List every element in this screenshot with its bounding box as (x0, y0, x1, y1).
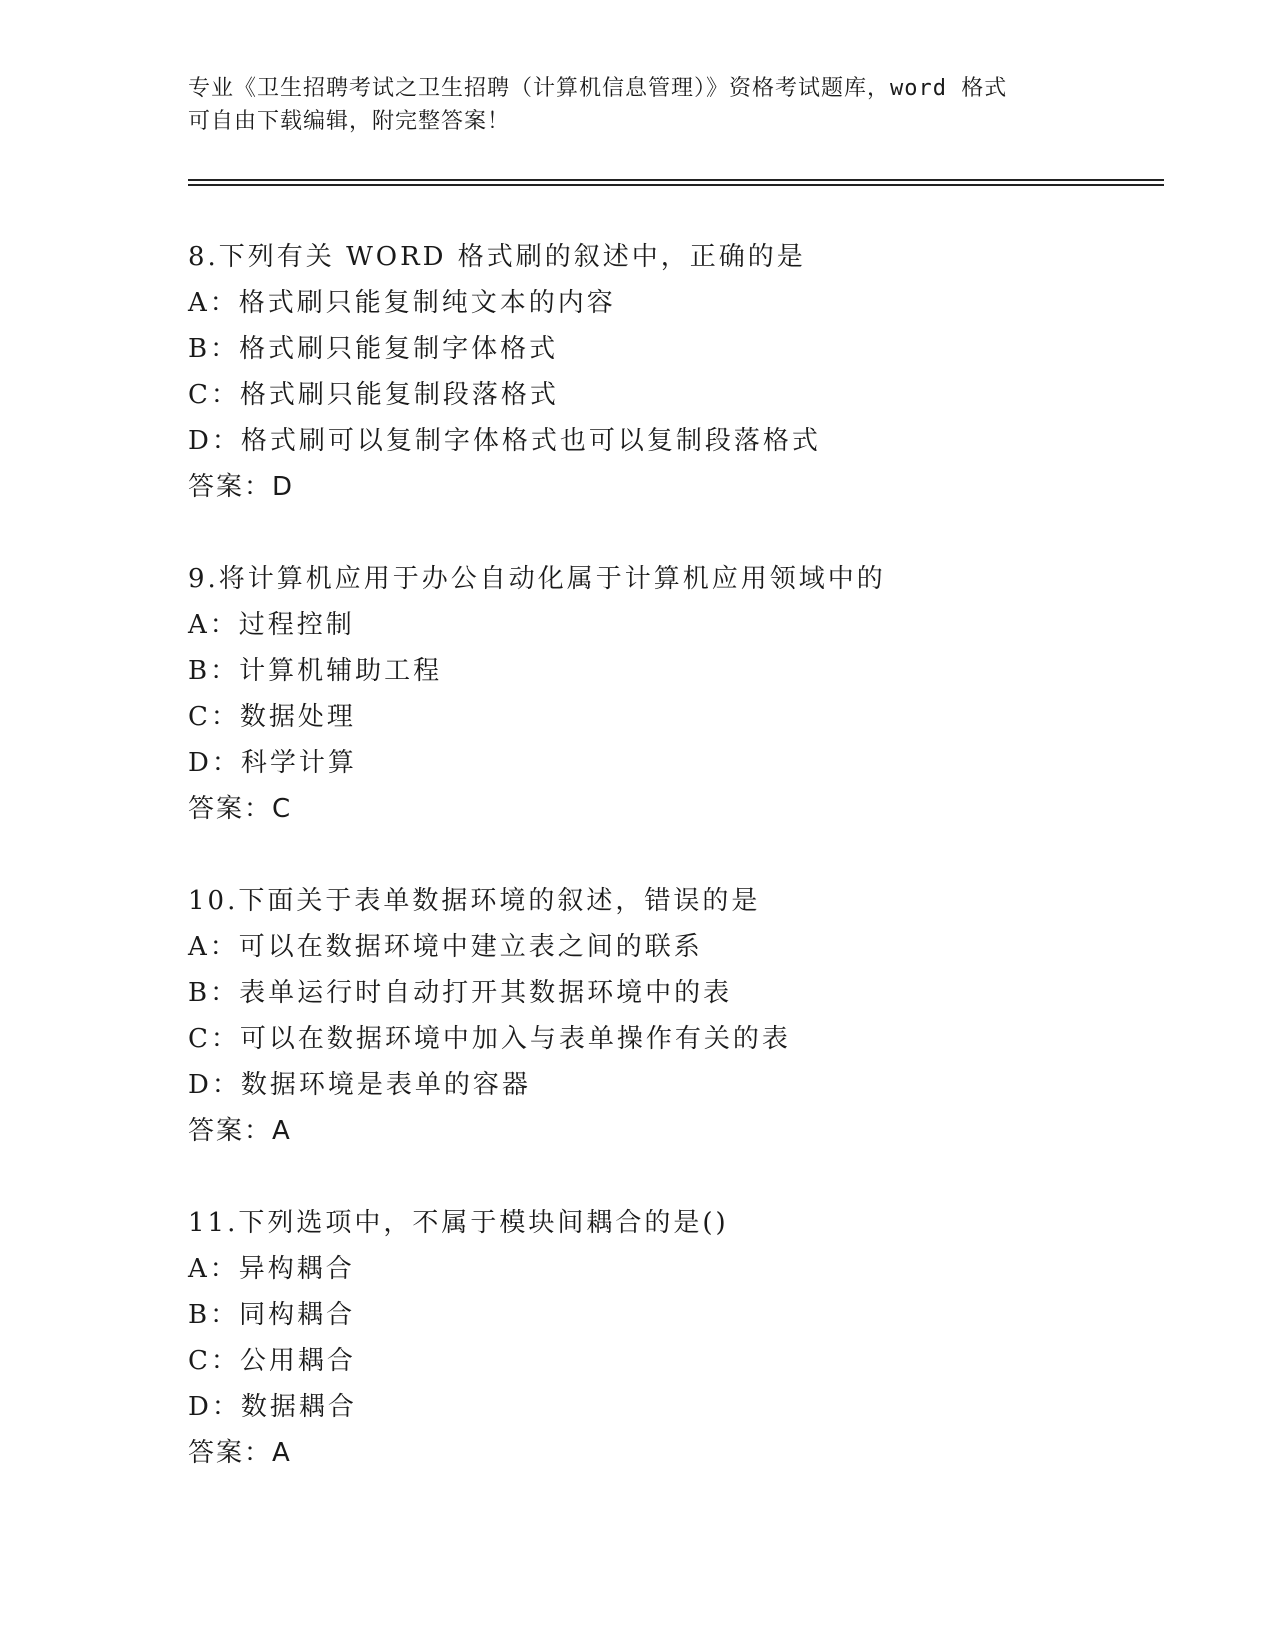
question-block-9 (188, 556, 1168, 832)
question-stem: 11.下列选项中，不属于模块间耦合的是() (188, 1208, 729, 1238)
option-d: D：数据耦合 (188, 1392, 357, 1422)
answer-line: 答案：A (188, 1438, 292, 1468)
option-b: B：格式刷只能复制字体格式 (188, 334, 559, 364)
option-a: A：过程控制 (188, 610, 355, 640)
option-b: B：同构耦合 (188, 1300, 356, 1330)
answer-line: 答案：D (188, 472, 295, 502)
option-a: A：格式刷只能复制纯文本的内容 (188, 288, 616, 318)
option-c: C：公用耦合 (188, 1346, 356, 1376)
header-line-2: 可自由下载编辑，附完整答案！ (188, 109, 511, 134)
question-block-11 (188, 1200, 1168, 1476)
option-c: C：可以在数据环境中加入与表单操作有关的表 (188, 1024, 791, 1054)
option-d: D：数据环境是表单的容器 (188, 1070, 531, 1100)
option-a: A：可以在数据环境中建立表之间的联系 (188, 932, 703, 962)
question-block-10 (188, 878, 1168, 1154)
option-a: A：异构耦合 (188, 1254, 355, 1284)
answer-line: 答案：C (188, 794, 293, 824)
question-stem: 8.下列有关 WORD 格式刷的叙述中，正确的是 (188, 242, 806, 272)
option-b: B：计算机辅助工程 (188, 656, 443, 686)
option-c: C：格式刷只能复制段落格式 (188, 380, 559, 410)
answer-line: 答案：A (188, 1116, 292, 1146)
question-block-8 (188, 234, 1168, 510)
header-divider-bottom (188, 184, 1164, 186)
header-divider-top (188, 179, 1164, 181)
header-line-1: 专业《卫生招聘考试之卫生招聘（计算机信息管理）》资格考试题库，word 格式 (188, 76, 1008, 101)
option-d: D：格式刷可以复制字体格式也可以复制段落格式 (188, 426, 821, 456)
document-header (188, 72, 1088, 138)
option-d: D：科学计算 (188, 748, 357, 778)
question-stem: 9.将计算机应用于办公自动化属于计算机应用领域中的 (188, 564, 886, 594)
question-stem: 10.下面关于表单数据环境的叙述，错误的是 (188, 886, 761, 916)
option-b: B：表单运行时自动打开其数据环境中的表 (188, 978, 733, 1008)
option-c: C：数据处理 (188, 702, 356, 732)
